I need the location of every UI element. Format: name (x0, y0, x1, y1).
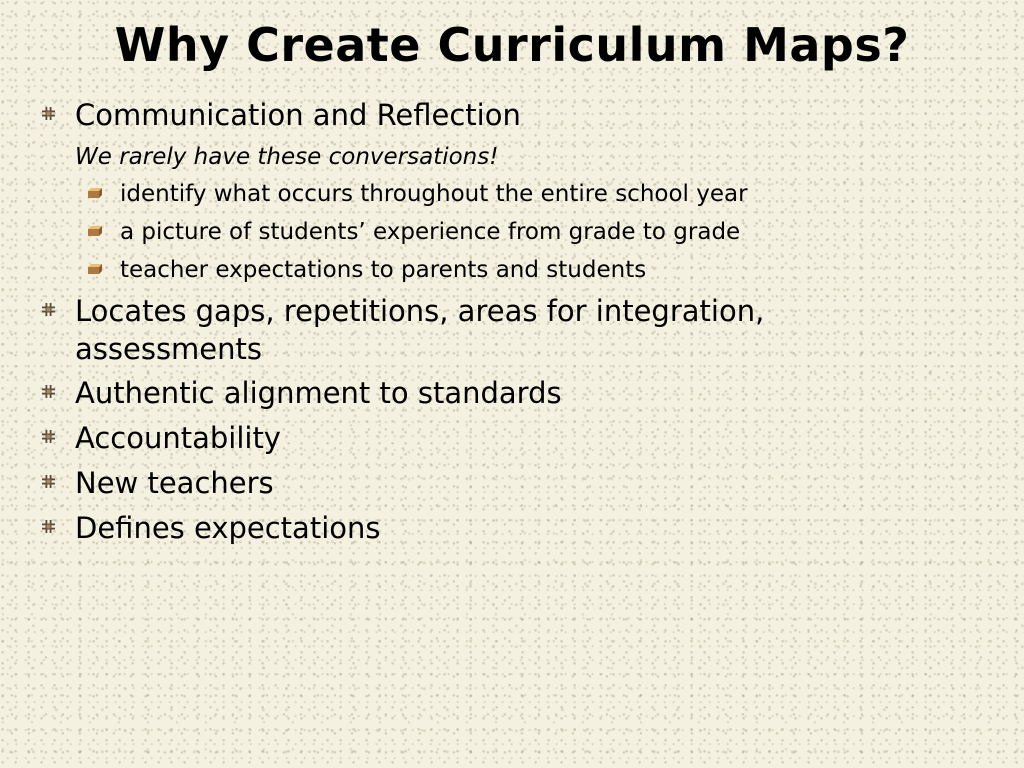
sub-bullet-grade-to-grade: a picture of students’ experience from grade to grade (120, 219, 741, 245)
sub-bullet-teacher-expectations: teacher expectations to parents and students (120, 257, 647, 283)
slide-title: Why Create Curriculum Maps? (114, 18, 910, 72)
bullet-note: We rarely have these conversations! (75, 144, 499, 170)
hash-square-bullet-icon (42, 520, 55, 533)
hash-square-bullet-icon (42, 430, 55, 443)
bullet-accountability: Accountability (75, 421, 281, 455)
hash-square-bullet-icon (42, 107, 55, 120)
wooden-block-bullet-icon (88, 226, 102, 236)
bullet-communication-and-reflection: Communication and Reflection (75, 98, 521, 132)
bullet-authentic-alignment: Authentic alignment to standards (75, 376, 562, 410)
wooden-block-bullet-icon (88, 188, 102, 198)
bullet-new-teachers: New teachers (75, 466, 274, 500)
hash-square-bullet-icon (42, 475, 55, 488)
hash-square-bullet-icon (42, 303, 55, 316)
hash-square-bullet-icon (42, 385, 55, 398)
bullet-locates-gaps: Locates gaps, repetitions, areas for integration, assessments (75, 294, 765, 366)
bullet-defines-expectations: Defines expectations (75, 511, 381, 545)
sub-bullet-school-year: identify what occurs throughout the entire school year (120, 181, 748, 207)
wooden-block-bullet-icon (88, 264, 102, 274)
